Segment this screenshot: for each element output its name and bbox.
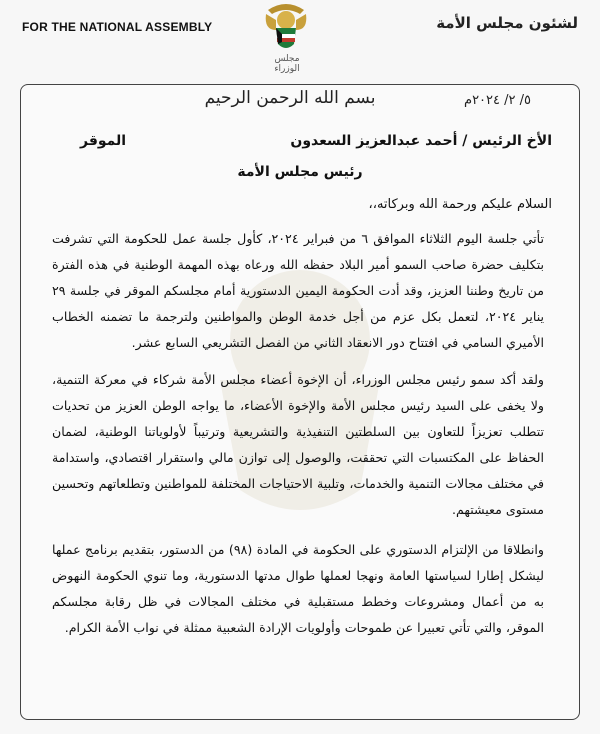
header-arabic-text: لشئون مجلس الأمة — [436, 14, 578, 32]
addressee-line: الأخ الرئيس / أحمد عبدالعزيز السعدون — [290, 133, 552, 149]
greeting: السلام عليكم ورحمة الله وبركاته،، — [368, 197, 552, 212]
header-english-text: FOR THE NATIONAL ASSEMBLY — [22, 20, 213, 34]
paragraph-3: وانطلاقا من الإلتزام الدستوري على الحكومة في المادة (٩٨) من الدستور، بتقديم برنامج عملها ليشكل إطارا لسياستها العامة ونهجا لعملها طوال مدتها الدستورية، وما تنوي الحكومة النهوض به من أعمال ومشروعات وخطط مستقبلية في مختلف المجالات في ظل رقابة مجلسكم الموقر، والتي تأتي تعبيرا عن طموحات وأولويات الإرادة الشعبية ممثلة في نواب الأمة الكرام. — [52, 542, 544, 635]
emblem-label: مجلس الوزراء — [274, 54, 300, 74]
paragraph-2: ولقد أكد سمو رئيس مجلس الوزراء، أن الإخوة أعضاء مجلس الأمة شركاء في معركة التنمية، ولا يخفى على السيد رئيس مجلس الأمة والإخوة الأعضاء، ما يواجه الوطن العزيز من تحديات تتطلب تعزيزاً للتعاون بين السلطتين التنفيذية والتشريعية وترتيباً لأولوياتنا الوطنية، لضمان الحفاظ على المكتسبات التي تحققت، والوصول إلى توازن مالي واستقرار اقتصادي، واستدامة في مختلف مجالات التنمية والخدمات، وتلبية الاحتياجات المختلفة للمواطنين وتطلعاتهم وتحسين مستوى معيشتهم. — [52, 372, 544, 517]
paragraph-1: تأتي جلسة اليوم الثلاثاء الموافق ٦ من فبراير ٢٠٢٤، كأول جلسة عمل للحكومة التي تشرفت بتكليف حضرة صاحب السمو أمير البلاد حفظه الله ورعاه بهذه المهمة الوطنية في هذه الفترة من تاريخ وطننا العزيز، وقد أدت الحكومة اليمين الدستورية أمام مجلسكم الموقر في جلسة ٢٩ يناير ٢٠٢٤، لتعمل بكل عزم من أجل خدمة الوطن والمواطنين ولترجمة ما تضمنه الخطاب الأميري السامي في افتتاح دور الانعقاد الثاني من الفصل التشريعي السابع عشر. — [52, 231, 544, 350]
addressee-title: رئيس مجلس الأمة — [237, 164, 363, 180]
honorific: الموقر — [80, 133, 127, 149]
basmala: بسم الله الرحمن الرحيم — [204, 88, 376, 108]
kuwait-emblem-icon — [262, 0, 310, 62]
letter-date: ٥/ ٢/ ٢٠٢٤م — [464, 93, 531, 108]
